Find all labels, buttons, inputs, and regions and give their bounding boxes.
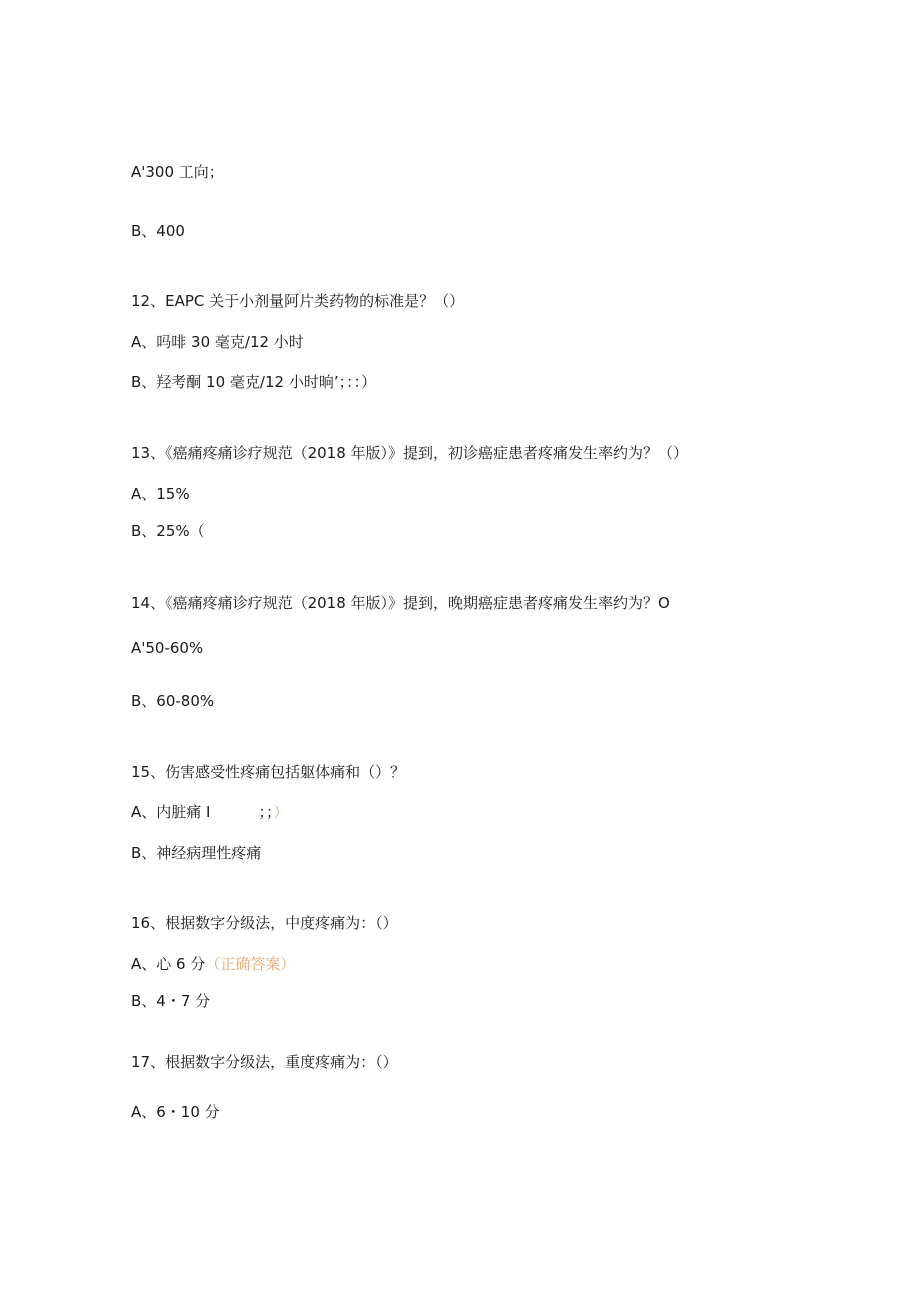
- line-text: B、25%（: [131, 522, 205, 540]
- line-text: A、6・10 分: [131, 1103, 220, 1121]
- question-line: [131, 1052, 398, 1072]
- line-text: A、吗啡 30 毫克/12 小时: [131, 333, 304, 351]
- option-line: [131, 991, 210, 1011]
- line-text: 12、EAPC 关于小剂量阿片类药物的标准是？（）: [131, 292, 465, 310]
- option-line: [131, 638, 203, 658]
- correct-answer-label: （正确答案）: [205, 955, 296, 973]
- question-line: [131, 762, 405, 782]
- line-text: 13、《癌痛疼痛诊疗规范（2018 年版）》提到，初诊癌症患者疼痛发生率约为？（）: [131, 444, 689, 462]
- line-text: A、内脏痛 I: [131, 803, 211, 821]
- line-text: B、4・7 分: [131, 992, 211, 1010]
- option-line: [131, 843, 261, 863]
- question-line: [131, 443, 688, 463]
- question-line: [131, 913, 398, 933]
- option-line: [131, 802, 289, 822]
- line-text: 15、伤害感受性疼痛包括躯体痛和（）？: [131, 763, 406, 781]
- line-text: B、400: [131, 222, 185, 240]
- line-suffix: ；；: [258, 803, 274, 821]
- line-text: 17、根据数字分级法，重度疼痛为：（）: [131, 1053, 398, 1071]
- option-line: [131, 332, 304, 352]
- option-line: [131, 521, 205, 541]
- option-line: [131, 691, 214, 711]
- line-text: A、15%: [131, 485, 190, 503]
- line-text: B、60-80%: [131, 692, 215, 710]
- line-text: 16、根据数字分级法，中度疼痛为：（）: [131, 914, 398, 932]
- question-line: [131, 291, 464, 311]
- option-line: [131, 954, 295, 974]
- question-line: [131, 593, 670, 613]
- answer-mark: ）: [273, 803, 289, 821]
- line-text: B、神经病理性疼痛: [131, 844, 262, 862]
- option-line: [131, 484, 190, 504]
- option-line: [131, 221, 185, 241]
- line-text: 14、《癌痛疼痛诊疗规范（2018 年版）》提到，晚期癌症患者疼痛发生率约为？O: [131, 594, 670, 612]
- option-line: [131, 1102, 220, 1122]
- option-line: [131, 162, 224, 182]
- line-text: A'300 工向；: [131, 163, 224, 181]
- line-text: A'50-60%: [131, 639, 204, 657]
- line-text: A、心 6 分: [131, 955, 206, 973]
- option-line: [131, 372, 376, 392]
- line-text: B、羟考酮 10 毫克/12 小时晌’；：：）: [131, 373, 377, 391]
